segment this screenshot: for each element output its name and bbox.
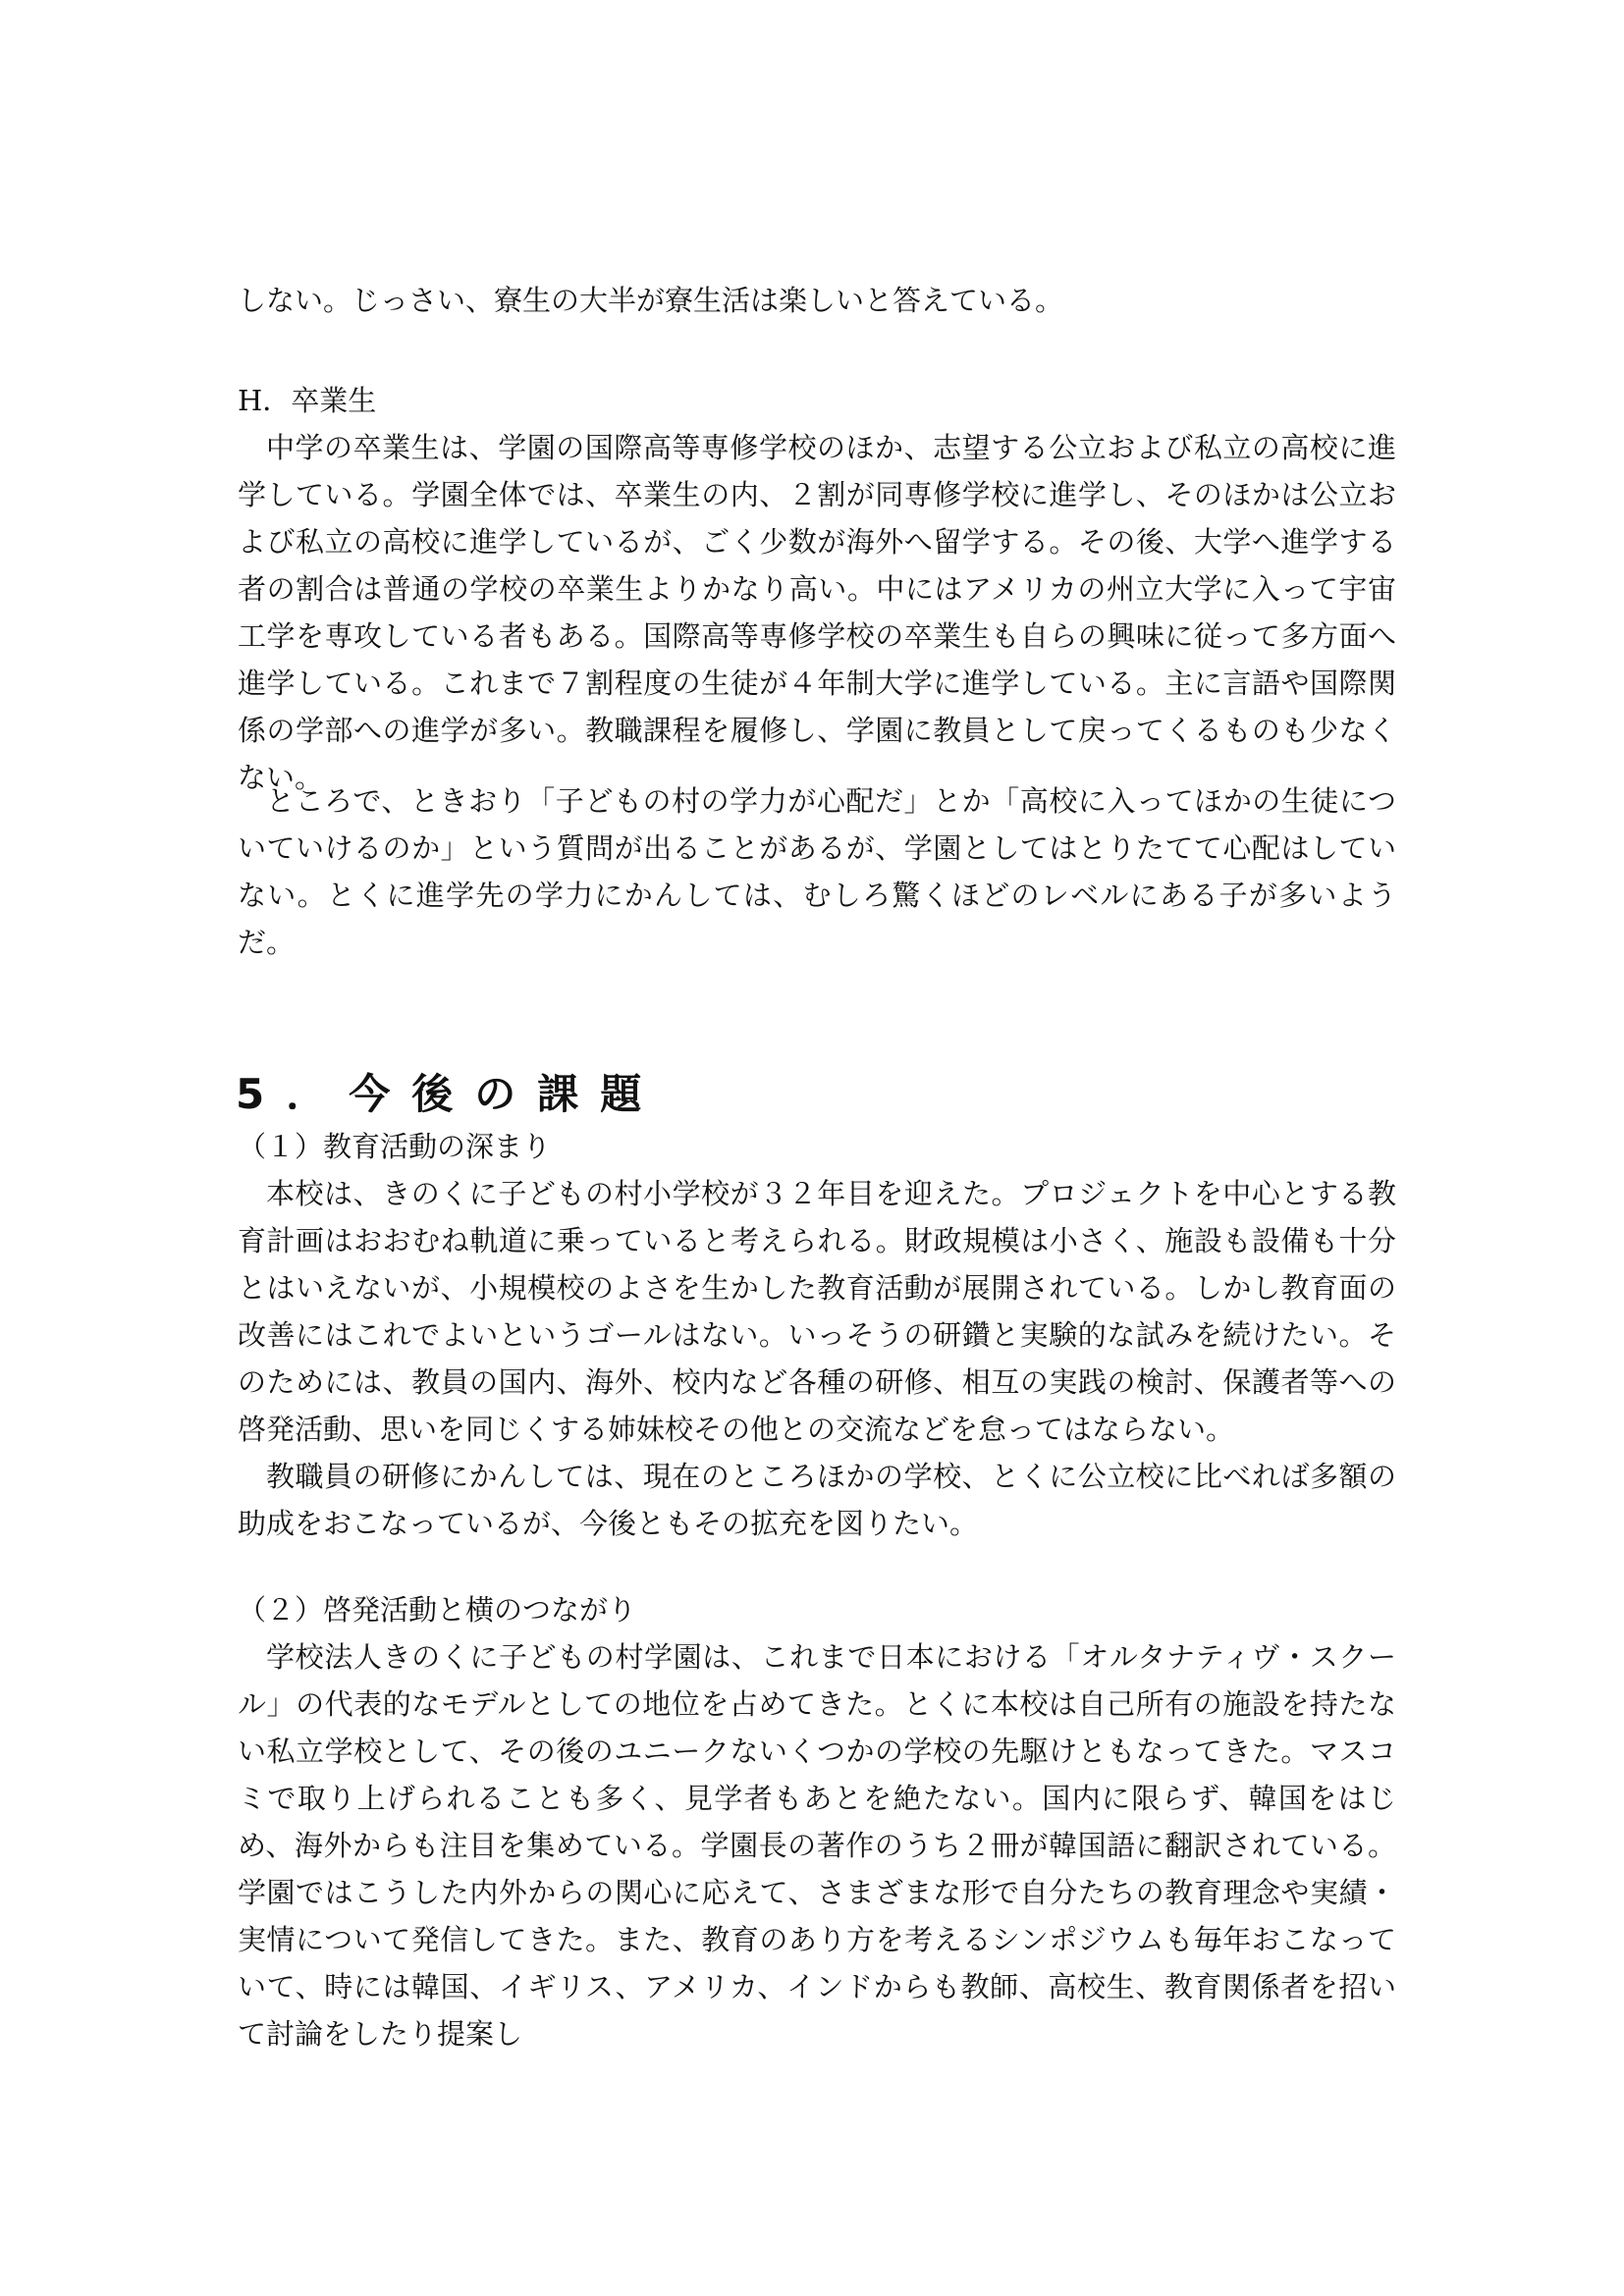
paragraph-graduates-1: 中学の卒業生は、学園の国際高等専修学校のほか、志望する公立および私立の高校に進学している。学園全体では、卒業生の内、２割が同専修学校に進学し、そのほかは公立および私立の高校に進学しているが、ごく少数が海外へ留学する。その後、大学へ進学する者の割合は普通の学校の卒業生よりかなり高い。中にはアメリカの州立大学に入って宇宙工学を専攻している者もある。国際高等専修学校の卒業生も自らの興味に従って多方面へ進学している。これまで７割程度の生徒が４年制大学に進学している。主に言語や国際関係の学部への進学が多い。教職課程を履修し、学園に教員として戻ってくるものも少なくない。 [238, 431, 1396, 794]
subheading-outreach-network: （２）啓発活動と横のつながり [238, 1593, 637, 1627]
paragraph-graduates-2: ところで、ときおり「子どもの村の学力が心配だ」とか「高校に入ってほかの生徒についていけるのか」という質問が出ることがあるが、学園としてはとりたてて心配はしていない。とくに進学先の学力にかんしては、むしろ驚くほどのレベルにある子が多いようだ。 [238, 784, 1396, 959]
paragraph-outreach-network-1: 学校法人きのくに子どもの村学園は、これまで日本における「オルタナティヴ・スクール」の代表的なモデルとしての地位を占めてきた。とくに本校は自己所有の施設を持たない私立学校として、その後のユニークないくつかの学校の先駆けともなってきた。マスコミで取り上げられることも多く、見学者もあとを絶たない。国内に限らず、韓国をはじめ、海外からも注目を集めている。学園長の著作のうち２冊が韓国語に翻訳されている。学園ではこうした内外からの関心に応えて、さまざまな形で自分たちの教育理念や実績・実情について発信してきた。また、教育のあり方を考えるシンポジウムも毎年おこなっていて、時には韓国、イギリス、アメリカ、インドからも教師、高校生、教育関係者を招いて討論をしたり提案し [238, 1640, 1396, 2051]
paragraph-deepening-education-2: 教職員の研修にかんしては、現在のところほかの学校、とくに公立校に比べれば多額の助成をおこなっているが、今後ともその拡充を図りたい。 [238, 1460, 1396, 1540]
section-title-future-issues: 5．今後の課題 [236, 1070, 664, 1118]
subheading-deepening-education: （１）教育活動の深まり [238, 1130, 552, 1163]
paragraph-dormitory-end: しない。じっさい、寮生の大半が寮生活は楽しいと答えている。 [238, 284, 1064, 317]
subheading-graduates: H．卒業生 [238, 384, 377, 417]
paragraph-deepening-education-1: 本校は、きのくに子どもの村小学校が３２年目を迎えた。プロジェクトを中心とする教育計画はおおむね軌道に乗っていると考えられる。財政規模は小さく、施設も設備も十分とはいえないが、小規模校のよさを生かした教育活動が展開されている。しかし教育面の改善にはこれでよいというゴールはない。いっそうの研鑽と実験的な試みを続けたい。そのためには、教員の国内、海外、校内など各種の研修、相互の実践の検討、保護者等への啓発活動、思いを同じくする姉妹校その他との交流などを怠ってはならない。 [238, 1177, 1396, 1446]
